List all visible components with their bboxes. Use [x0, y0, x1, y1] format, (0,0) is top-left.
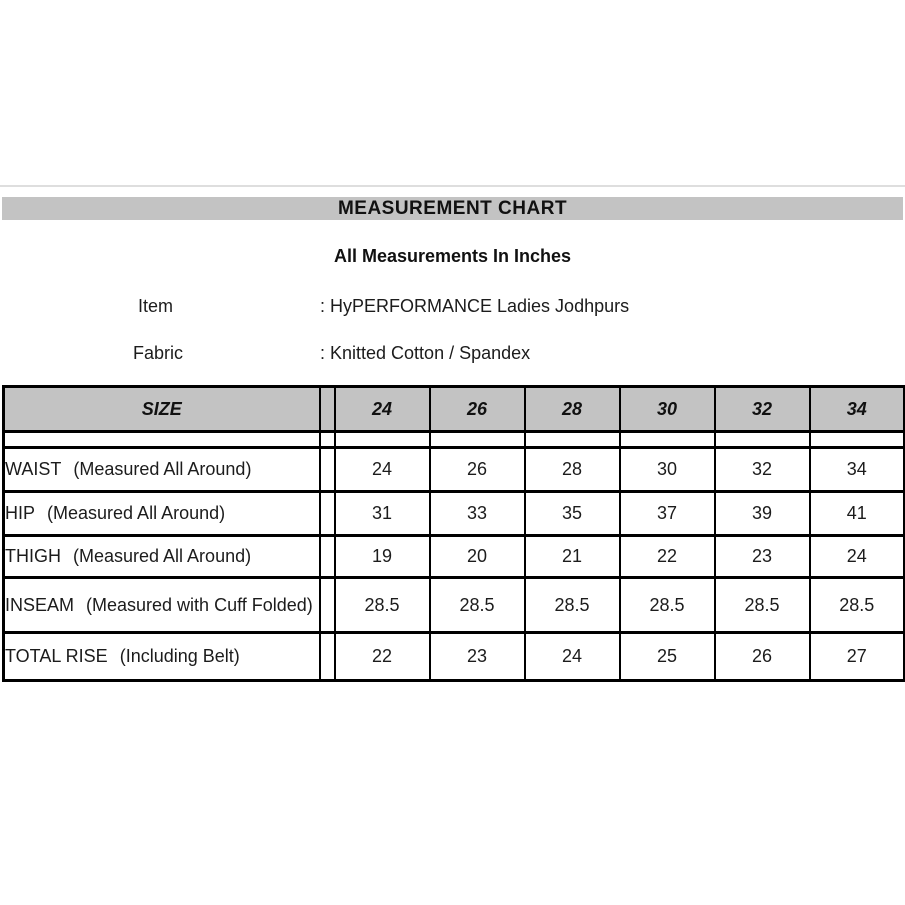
- value-cell: 27: [810, 633, 905, 681]
- value-cell: 19: [335, 536, 430, 578]
- spacer-cell: [320, 578, 335, 633]
- fabric-value: : Knitted Cotton / Spandex: [320, 343, 531, 363]
- spacer-cell: [430, 432, 525, 448]
- row-name: INSEAM: [5, 594, 75, 615]
- table-row-inseam: [4, 578, 905, 633]
- table-row-waist: [4, 448, 905, 492]
- table-header-row: [4, 387, 905, 432]
- value-cell: 28.5: [430, 578, 525, 633]
- page-title: MEASUREMENT CHART: [337, 197, 568, 219]
- row-name: THIGH: [5, 546, 61, 567]
- size-header-cell: SIZE: [4, 387, 320, 432]
- value-cell: 28.5: [715, 578, 810, 633]
- row-note: (Including Belt): [119, 646, 240, 667]
- size-col-header: 28: [525, 387, 620, 432]
- value-cell: 24: [525, 633, 620, 681]
- spacer-row: [4, 432, 905, 448]
- row-note: (Measured All Around): [73, 546, 252, 567]
- title-bar: [2, 197, 903, 220]
- value-cell: 31: [335, 492, 430, 536]
- fabric-label: Fabric: [133, 343, 184, 363]
- size-col-header: 32: [715, 387, 810, 432]
- table-row-hip: [4, 492, 905, 536]
- item-label: Item: [138, 296, 174, 316]
- row-note: (Measured All Around): [73, 459, 252, 480]
- row-name: HIP: [5, 503, 36, 524]
- spacer-cell: [525, 432, 620, 448]
- value-cell: 41: [810, 492, 905, 536]
- value-cell: 28.5: [525, 578, 620, 633]
- row-label-cell: [4, 492, 320, 536]
- value-cell: 26: [715, 633, 810, 681]
- size-col-header: 30: [620, 387, 715, 432]
- spacer-cell: [810, 432, 905, 448]
- spacer-cell: [320, 448, 335, 492]
- value-cell: 37: [620, 492, 715, 536]
- value-cell: 24: [335, 448, 430, 492]
- table-row-thigh: [4, 536, 905, 578]
- value-cell: 26: [430, 448, 525, 492]
- value-cell: 23: [715, 536, 810, 578]
- spacer-cell: [320, 633, 335, 681]
- spacer-cell: [320, 492, 335, 536]
- measurement-table: [2, 385, 905, 682]
- size-col-header: 24: [335, 387, 430, 432]
- value-cell: 28: [525, 448, 620, 492]
- value-cell: 33: [430, 492, 525, 536]
- row-name: TOTAL RISE: [5, 646, 108, 667]
- value-cell: 30: [620, 448, 715, 492]
- value-cell: 28.5: [335, 578, 430, 633]
- value-cell: 34: [810, 448, 905, 492]
- value-cell: 21: [525, 536, 620, 578]
- row-label-cell: [4, 448, 320, 492]
- value-cell: 39: [715, 492, 810, 536]
- row-label-cell: [4, 536, 320, 578]
- spacer-cell: [4, 432, 320, 448]
- row-note: (Measured with Cuff Folded): [86, 594, 313, 615]
- spacer-cell: [335, 432, 430, 448]
- value-cell: 23: [430, 633, 525, 681]
- value-cell: 28.5: [810, 578, 905, 633]
- value-cell: 24: [810, 536, 905, 578]
- spacer-cell: [320, 432, 335, 448]
- value-cell: 20: [430, 536, 525, 578]
- value-cell: 22: [335, 633, 430, 681]
- value-cell: 32: [715, 448, 810, 492]
- spacer-cell: [620, 432, 715, 448]
- row-name: WAIST: [5, 459, 62, 480]
- row-label-cell: [4, 633, 320, 681]
- value-cell: 22: [620, 536, 715, 578]
- size-col-header: 34: [810, 387, 905, 432]
- table-row-total-rise: [4, 633, 905, 681]
- value-cell: 28.5: [620, 578, 715, 633]
- value-cell: 35: [525, 492, 620, 536]
- value-cell: 25: [620, 633, 715, 681]
- size-col-header: 26: [430, 387, 525, 432]
- spacer-cell: [320, 536, 335, 578]
- spacer-header-cell: [320, 387, 335, 432]
- divider-line: [0, 185, 905, 187]
- row-label-cell: [4, 578, 320, 633]
- spacer-cell: [715, 432, 810, 448]
- item-value: : HyPERFORMANCE Ladies Jodhpurs: [320, 296, 630, 316]
- subtitle: All Measurements In Inches: [333, 246, 572, 266]
- row-note: (Measured All Around): [47, 503, 226, 524]
